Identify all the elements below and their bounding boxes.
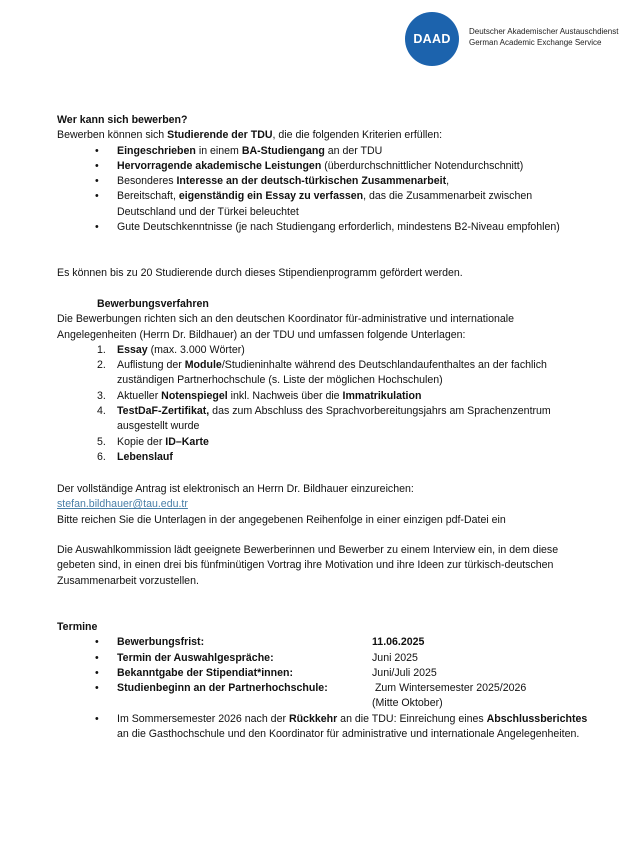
- submission-text: Der vollständige Antrag ist elektronisch an Herrn Dr. Bildhauer einzureichen:: [57, 483, 414, 495]
- list-item: • Hervorragende akademische Leistungen (überdurchschnittlicher Notendurchschnitt): [95, 159, 524, 172]
- list-item: 2. Auflistung der Module/Studieninhalte während des Deutschlandaufenthaltes an der fachlich zuständigen Partnerhochschule (s. Liste der möglichen Hochschulen): [97, 359, 547, 387]
- procedure-heading: Bewerbungsverfahren: [97, 298, 209, 310]
- order-text: Bitte reichen Sie die Unterlagen in der angegebenen Reihenfolge in einer einzigen pdf-Datei ein: [57, 513, 506, 526]
- dates-heading: Termine: [57, 621, 98, 633]
- list-item: • Bereitschaft, eigenständig ein Essay zu verfassen, das die Zusammenarbeit zwischen Deutschland und der Türkei beleuchtet: [95, 190, 533, 218]
- eligibility-heading: Wer kann sich bewerben?: [57, 114, 188, 126]
- dates-list: [57, 635, 597, 742]
- dates-section: [57, 620, 597, 742]
- funding-count-text: Es können bis zu 20 Studierende durch dieses Stipendienprogramm gefördert werden.: [57, 267, 463, 279]
- list-item: • Im Sommersemester 2026 nach der Rückkehr an die TDU: Einreichung eines Abschlussberichtes an die Gasthochschule und den Koordinator für administrative und internationale Angelegenheiten.: [95, 712, 588, 741]
- list-item: 3. Aktueller Notenspiegel inkl. Nachweis über die Immatrikulation: [97, 389, 422, 402]
- date-row: • Studienbeginn an der Partnerhochschule: Zum Wintersemester 2025/2026 (Mitte Oktober): [95, 682, 527, 710]
- list-item: • Eingeschrieben in einem BA-Studiengang an der TDU: [95, 144, 383, 157]
- daad-logo: [405, 12, 635, 68]
- interview-text: Die Auswahlkommission lädt geeignete Bewerberinnen und Bewerber zu einem Interview ein, in dem diese gebeten sind, in einen drei bis fünfminütigen Vortrag ihre Motivation und ihre Ideen zur türkisch-deutschen Zusammenarbeit vorzustellen.: [57, 544, 559, 587]
- eligibility-list: [57, 144, 577, 236]
- list-item: 6. Lebenslauf: [97, 450, 173, 463]
- documents-list: [57, 343, 577, 465]
- date-row: • Termin der Auswahlgespräche: Juni 2025: [95, 651, 418, 664]
- procedure-section: [57, 297, 577, 465]
- list-item: 1. Essay (max. 3.000 Wörter): [97, 343, 245, 356]
- daad-logo-text: Deutscher Akademischer Austauschdienst German Academic Exchange Service: [469, 27, 619, 47]
- list-item: 4. TestDaF-Zertifikat, das zum Abschluss des Sprachvorbereitungsjahrs am Sprachenzentrum ausgestellt wurde: [97, 405, 551, 433]
- date-row: • Bewerbungsfrist: 11.06.2025: [95, 636, 425, 649]
- submission-section: [57, 482, 577, 528]
- procedure-intro: Die Bewerbungen richten sich an den deutschen Koordinator für-administrative und internationale Angelegenheiten (Herrn Dr. Bildhauer) an der TDU und umfassen folgende Unterlagen:: [57, 313, 514, 341]
- eligibility-section: [57, 113, 577, 235]
- eligibility-intro: Bewerben können sich Studierende der TDU, die die folgenden Kriterien erfüllen:: [57, 129, 443, 142]
- daad-logo-mark: DAAD: [405, 12, 459, 66]
- list-item: • Gute Deutschkenntnisse (je nach Studiengang erforderlich, mindestens B2-Niveau empfohlen): [95, 221, 560, 234]
- list-item: • Besonderes Interesse an der deutsch-türkischen Zusammenarbeit,: [95, 175, 450, 188]
- date-row: • Bekanntgabe der Stipendiat*innen: Juni/Juli 2025: [95, 666, 437, 679]
- list-item: 5. Kopie der ID–Karte: [97, 435, 209, 448]
- email-link[interactable]: stefan.bildhauer@tau.edu.tr: [57, 498, 188, 511]
